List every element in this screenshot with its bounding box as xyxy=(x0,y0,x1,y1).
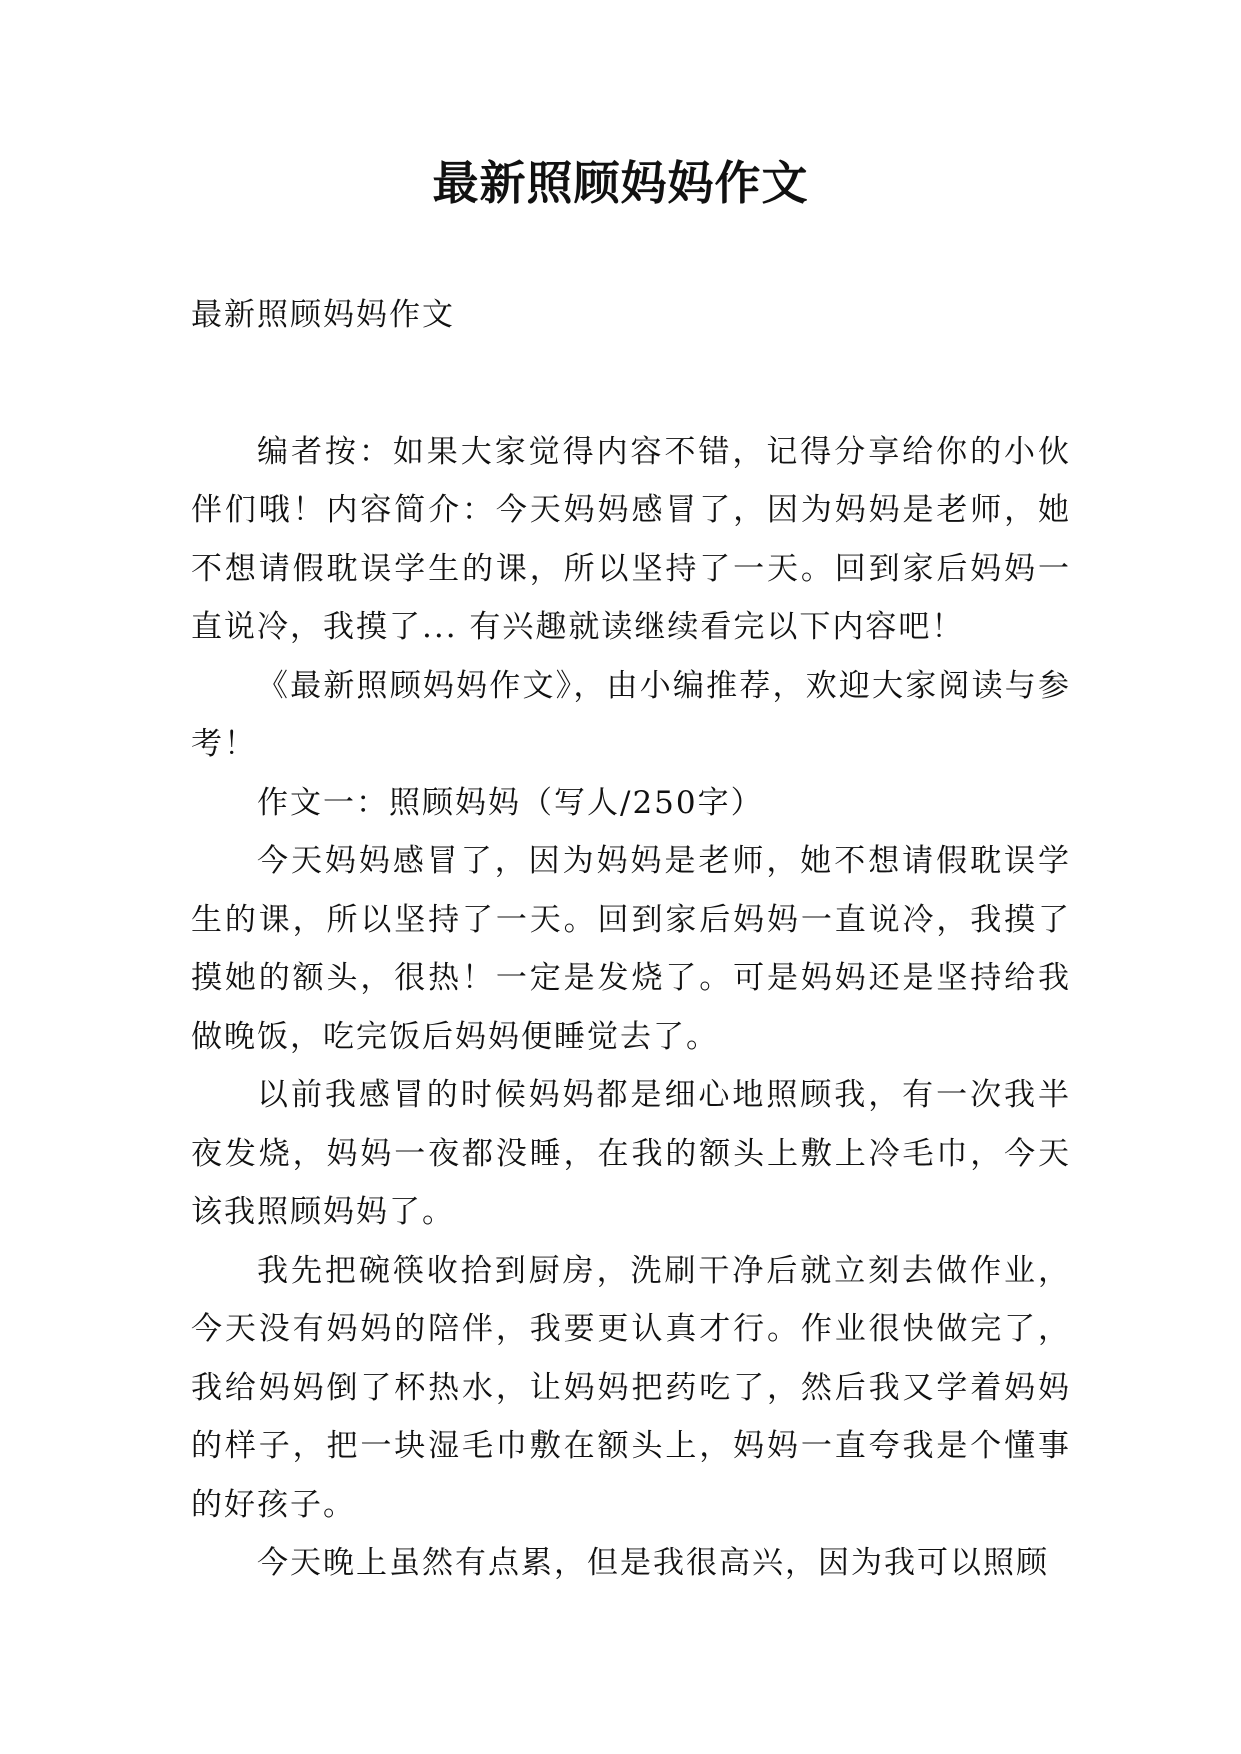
paragraph-essay-heading: 作文一：照顾妈妈（写人/250字） xyxy=(257,784,764,821)
paragraph: 以前我感冒的时候妈妈都是细心地照顾我，有一次我半夜发烧，妈妈一夜都没睡，在我的额头上敷上冷毛巾，今天该我照顾妈妈了。 xyxy=(191,1077,1071,1230)
paragraph: 今天妈妈感冒了，因为妈妈是老师，她不想请假耽误学生的课，所以坚持了一天。回到家后妈妈一直说冷，我摸了摸她的额头，很热！一定是发烧了。可是妈妈还是坚持给我做晚饭，吃完饭后妈妈便睡觉去了。 xyxy=(191,843,1071,1055)
document-subtitle: 最新照顾妈妈作文 xyxy=(191,297,455,333)
document-title: 最新照顾妈妈作文 xyxy=(432,156,809,210)
paragraph: 我先把碗筷收拾到厨房，洗刷干净后就立刻去做作业，今天没有妈妈的陪伴，我要更认真才行。作业很快做完了，我给妈妈倒了杯热水，让妈妈把药吃了，然后我又学着妈妈的样子，把一块湿毛巾敷在额头上，妈妈一直夸我是个懂事的好孩子。 xyxy=(191,1252,1071,1523)
paragraph-editor-note: 编者按：如果大家觉得内容不错，记得分享给你的小伙伴们哦！内容简介：今天妈妈感冒了，因为妈妈是老师，她不想请假耽误学生的课，所以坚持了一天。回到家后妈妈一直说冷，我摸了... 有兴趣就读继续看完以下内容吧！ xyxy=(191,433,1071,645)
paragraph-recommendation: 《最新照顾妈妈作文》，由小编推荐，欢迎大家阅读与参考！ xyxy=(191,667,1071,762)
document-body xyxy=(191,286,1071,1593)
paragraph: 今天晚上虽然有点累，但是我很高兴，因为我可以照顾 xyxy=(257,1545,1049,1581)
